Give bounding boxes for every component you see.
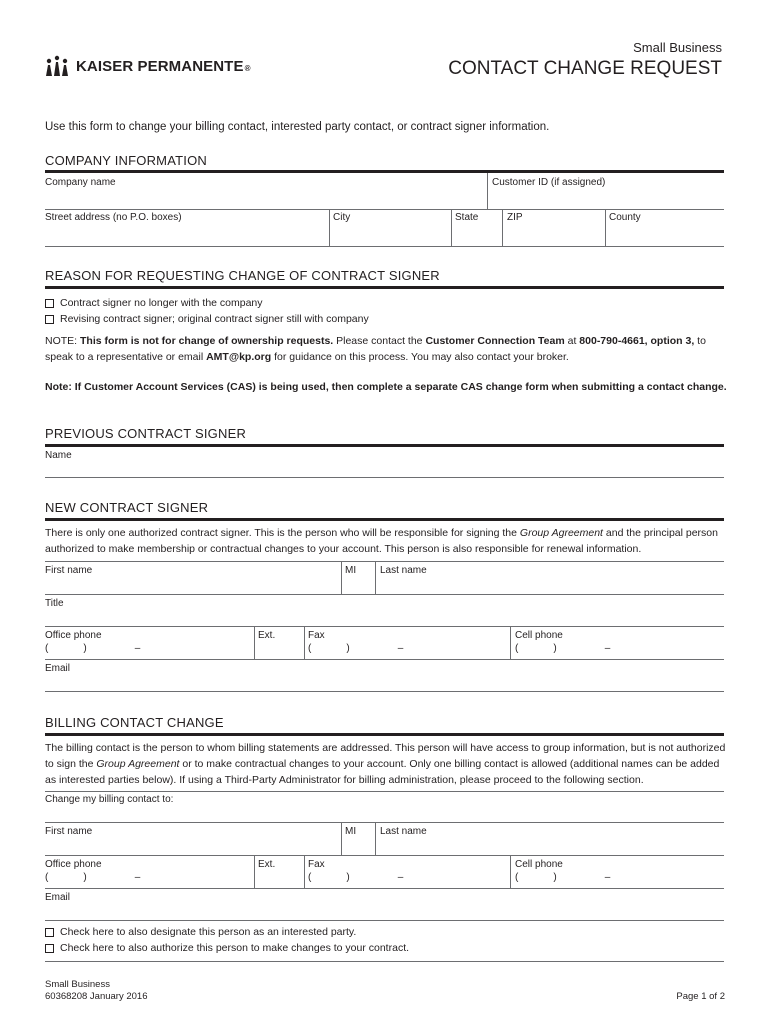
- brand-logo: [44, 55, 251, 77]
- checkbox-label: Contract signer no longer with the company: [60, 297, 263, 309]
- footer-line-1: Small Business: [45, 979, 110, 990]
- field-rule: [45, 594, 724, 595]
- header-subtitle: Small Business: [633, 40, 722, 55]
- field-rule: [45, 209, 724, 210]
- field-rule: [45, 691, 724, 692]
- company-section-title: COMPANY INFORMATION: [45, 153, 207, 168]
- new-signer-cell-phone-field[interactable]: Cell phone: [515, 630, 563, 641]
- phone-format: ( ) –: [45, 872, 141, 883]
- reason-option-2[interactable]: [45, 313, 369, 325]
- divider: [605, 209, 606, 246]
- cas-note: Note: If Customer Account Services (CAS) is being used, then complete a separate CAS change form when submitting a contact change.: [45, 381, 727, 393]
- reason-section-title: REASON FOR REQUESTING CHANGE OF CONTRACT SIGNER: [45, 268, 440, 283]
- billing-office-phone-field[interactable]: Office phone: [45, 859, 102, 870]
- billing-section-title: BILLING CONTACT CHANGE: [45, 715, 224, 730]
- field-rule: [45, 626, 724, 627]
- divider: [341, 822, 342, 855]
- divider: [375, 561, 376, 594]
- divider: [451, 209, 452, 246]
- section-rule: [45, 518, 724, 521]
- billing-ext-field[interactable]: Ext.: [258, 859, 276, 870]
- divider: [304, 855, 305, 888]
- new-signer-section-title: NEW CONTRACT SIGNER: [45, 500, 209, 515]
- field-rule: [45, 477, 724, 478]
- field-rule: [45, 791, 724, 792]
- new-signer-fax-field[interactable]: Fax: [308, 630, 325, 641]
- phone-format: ( ) –: [515, 872, 611, 883]
- phone-format: ( ) –: [515, 643, 611, 654]
- new-signer-description: There is only one authorized contract signer. This is the person who will be responsible for signing the Group Agreement and the principal person authorized to make membership or contractual changes to your account. This person is also responsible for renewal information.: [45, 527, 718, 555]
- checkbox-label: Check here to also designate this person as an interested party.: [60, 926, 357, 938]
- billing-fax-field[interactable]: Fax: [308, 859, 325, 870]
- divider: [487, 173, 488, 209]
- company-name-field[interactable]: Company name: [45, 177, 116, 188]
- new-signer-mi-field[interactable]: MI: [345, 565, 357, 576]
- field-rule: [45, 920, 724, 921]
- new-signer-office-phone-field[interactable]: Office phone: [45, 630, 102, 641]
- billing-email-field[interactable]: Email: [45, 892, 71, 903]
- field-rule: [45, 961, 724, 962]
- checkbox-label: Revising contract signer; original contract signer still with company: [60, 313, 369, 325]
- section-rule: [45, 170, 724, 173]
- phone-format: ( ) –: [308, 643, 404, 654]
- zip-field[interactable]: ZIP: [507, 212, 523, 223]
- intro-text: Use this form to change your billing contact, interested party contact, or contract signer information.: [45, 121, 550, 133]
- divider: [510, 855, 511, 888]
- field-rule: [45, 659, 724, 660]
- divider: [254, 626, 255, 659]
- kp-logo-icon: [44, 55, 70, 77]
- reason-option-1[interactable]: [45, 297, 263, 309]
- new-signer-email-field[interactable]: Email: [45, 663, 71, 674]
- state-field[interactable]: State: [455, 212, 479, 223]
- authorize-changes-option[interactable]: [45, 942, 409, 954]
- field-rule: [45, 561, 724, 562]
- divider: [502, 209, 503, 246]
- billing-first-name-field[interactable]: First name: [45, 826, 93, 837]
- logo-wordmark: KAISER PERMANENTE®: [76, 57, 251, 75]
- new-signer-ext-field[interactable]: Ext.: [258, 630, 276, 641]
- street-address-field[interactable]: Street address (no P.O. boxes): [45, 212, 182, 223]
- divider: [304, 626, 305, 659]
- checkbox[interactable]: [45, 315, 54, 324]
- divider: [254, 855, 255, 888]
- customer-id-field[interactable]: Customer ID (if assigned): [492, 177, 606, 188]
- previous-signer-section-title: PREVIOUS CONTRACT SIGNER: [45, 426, 247, 441]
- new-signer-title-field[interactable]: Title: [45, 598, 64, 609]
- checkbox[interactable]: [45, 299, 54, 308]
- billing-description: The billing contact is the person to whom billing statements are addressed. This person will have access to group information, but is not authorized to sign the Group Agreement or to make contractual changes to your account. Only one billing contact is allowed (additional names can be added as interested parties below). If using a Third-Party Administrator for billing administration, please proceed to the following section.: [45, 742, 726, 786]
- section-rule: [45, 444, 724, 447]
- previous-signer-name-field[interactable]: Name: [45, 450, 72, 461]
- new-signer-first-name-field[interactable]: First name: [45, 565, 93, 576]
- section-rule: [45, 286, 724, 289]
- field-rule: [45, 822, 724, 823]
- page-title: CONTACT CHANGE REQUEST: [448, 58, 722, 79]
- footer-form-number: 60368208 January 2016: [45, 991, 148, 1002]
- field-rule: [45, 246, 724, 247]
- reason-note: NOTE: This form is not for change of ownership requests. Please contact the Customer Connection Team at 800-790-4661, option 3, to speak to a representative or email AMT@kp.org for guidance on this process. You may also contact your broker.: [45, 335, 706, 363]
- billing-change-to-label: Change my billing contact to:: [45, 794, 174, 805]
- page-number: Page 1 of 2: [676, 991, 725, 1002]
- phone-format: ( ) –: [308, 872, 404, 883]
- field-rule: [45, 888, 724, 889]
- city-field[interactable]: City: [333, 212, 351, 223]
- section-rule: [45, 733, 724, 736]
- checkbox[interactable]: [45, 944, 54, 953]
- checkbox-label: Check here to also authorize this person to make changes to your contract.: [60, 942, 410, 954]
- divider: [510, 626, 511, 659]
- field-rule: [45, 855, 724, 856]
- phone-format: ( ) –: [45, 643, 141, 654]
- billing-mi-field[interactable]: MI: [345, 826, 357, 837]
- divider: [375, 822, 376, 855]
- checkbox[interactable]: [45, 928, 54, 937]
- divider: [329, 209, 330, 246]
- divider: [341, 561, 342, 594]
- new-signer-last-name-field[interactable]: Last name: [380, 565, 427, 576]
- interested-party-option[interactable]: [45, 926, 356, 938]
- county-field[interactable]: County: [609, 212, 641, 223]
- billing-cell-phone-field[interactable]: Cell phone: [515, 859, 563, 870]
- billing-last-name-field[interactable]: Last name: [380, 826, 427, 837]
